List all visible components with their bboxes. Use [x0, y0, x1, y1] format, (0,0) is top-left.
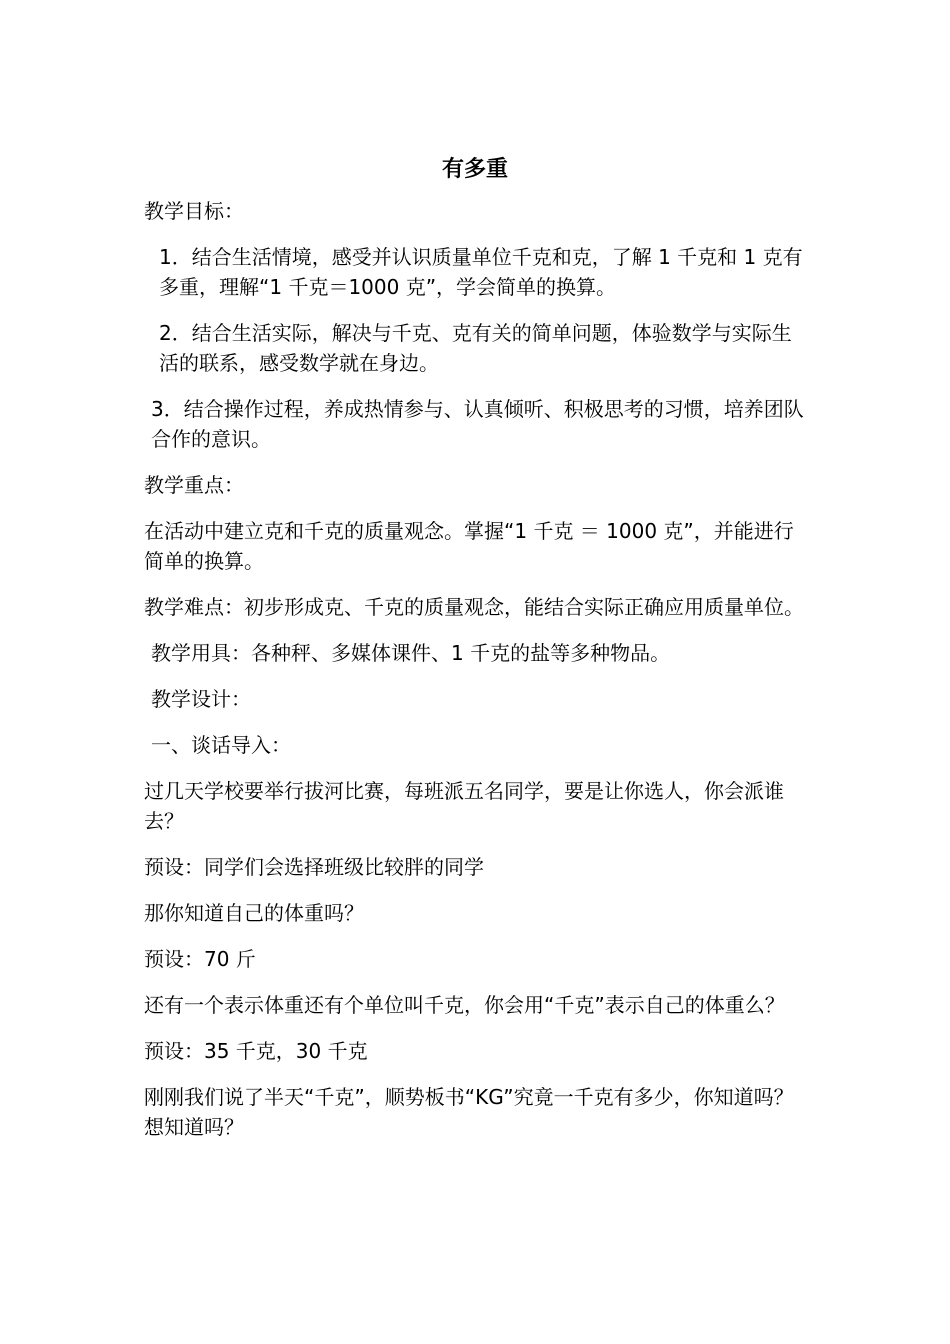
body-paragraph: 那你知道自己的体重吗？ [144, 901, 364, 925]
teaching-tools-text: 教学用具：各种秤、多媒体课件、1 千克的盐等多种物品。 [151, 641, 671, 665]
section-heading-key-points: 教学重点： [144, 473, 244, 497]
section-heading-objectives: 教学目标： [144, 199, 244, 223]
difficulty-text: 教学难点：初步形成克、千克的质量观念，能结合实际正确应用质量单位。 [144, 595, 804, 619]
document-body [144, 196, 804, 1158]
objective-item-3: 3．结合操作过程，养成热情参与、认真倾听、积极思考的习惯，培养团队合作的意识。 [151, 397, 804, 451]
body-paragraph: 预设：70 斤 [144, 947, 256, 971]
body-paragraph: 刚刚我们说了半天“千克”，顺势板书“KG”究竟一千克有多少，你知道吗？想知道吗？ [144, 1085, 794, 1139]
body-paragraph: 预设：35 千克，30 千克 [144, 1039, 368, 1063]
section-heading-intro: 一、谈话导入： [151, 733, 291, 757]
body-paragraph: 预设：同学们会选择班级比较胖的同学 [144, 855, 484, 879]
objective-item-2: 2．结合生活实际，解决与千克、克有关的简单问题，体验数学与实际生活的联系，感受数学就在身边。 [159, 321, 792, 375]
body-paragraph: 过几天学校要举行拔河比赛，每班派五名同学，要是让你选人，你会派谁去？ [144, 779, 784, 833]
document-title: 有多重 [441, 157, 508, 182]
key-points-text: 在活动中建立克和千克的质量观念。掌握“1 千克 ＝ 1000 克”，并能进行简单的换算。 [144, 519, 794, 573]
objective-item-1: 1．结合生活情境，感受并认识质量单位千克和克，了解 1 千克和 1 克有多重，理解“1 千克＝1000 克”，学会简单的换算。 [159, 245, 803, 299]
section-heading-design: 教学设计： [151, 687, 251, 711]
body-paragraph: 还有一个表示体重还有个单位叫千克，你会用“千克”表示自己的体重么？ [144, 993, 785, 1017]
